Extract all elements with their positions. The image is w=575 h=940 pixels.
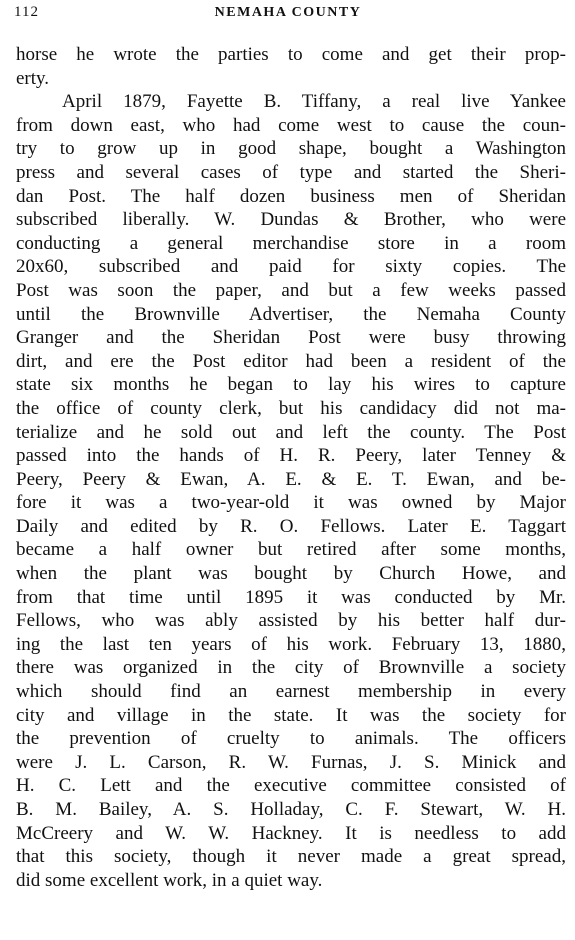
text-line: Fellows, who was ably assisted by his better half dur- [16,610,566,632]
text-line: did some excellent work, in a quiet way. [16,869,323,891]
text-line: when the plant was bought by Church Howe, and [16,563,566,585]
text-line: terialize and he sold out and left the county. The Post [16,421,566,443]
text-line: press and several cases of type and started the Sheri- [16,161,566,183]
text-line: ing the last ten years of his work. February 13, 1880, [16,633,566,655]
text-line: there was organized in the city of Brownville a society [16,657,566,679]
running-head: NEMAHA COUNTY [214,5,362,20]
text-line: from that time until 1895 it was conducted by Mr. [16,586,566,608]
text-line: dan Post. The half dozen business men of Sheridan [16,185,566,207]
text-line: the prevention of cruelty to animals. The officers [16,728,566,750]
text-line: erty. [16,67,50,89]
text-line: fore it was a two-year-old it was owned by Major [16,492,566,514]
text-line: conducting a general merchandise store in a room [16,232,566,254]
text-line: that this society, though it never made a great spread, [16,846,566,868]
text-line: Peery, Peery & Ewan, A. E. & E. T. Ewan, and be- [16,468,566,490]
text-line: try to grow up in good shape, bought a Washington [16,138,566,160]
page-header [14,4,562,26]
text-line: state six months he began to lay his wires to capture [16,374,566,396]
text-line: H. C. Lett and the executive committee consisted of [16,775,566,797]
text-line: subscribed liberally. W. Dundas & Brother, who were [16,209,566,231]
text-line: Granger and the Sheridan Post were busy throwing [16,327,566,349]
text-line: Post was soon the paper, and but a few weeks passed [16,279,566,301]
text-line: Daily and edited by R. O. Fellows. Later E. Taggart [16,515,566,537]
text-line: April 1879, Fayette B. Tiffany, a real live Yankee [62,91,566,113]
text-line: from down east, who had come west to cause the coun- [16,114,566,136]
text-line: the office of county clerk, but his candidacy did not ma- [16,397,566,419]
text-line: until the Brownville Advertiser, the Nemaha County [16,303,566,325]
page-number: 112 [14,4,39,20]
text-line: were J. L. Carson, R. W. Furnas, J. S. Minick and [16,751,566,773]
text-line: which should find an earnest membership in every [16,681,566,703]
text-line: B. M. Bailey, A. S. Holladay, C. F. Stewart, W. H. [16,799,566,820]
text-line: city and village in the state. It was the society for [16,704,566,726]
text-line: passed into the hands of H. R. Peery, later Tenney & [16,445,566,467]
text-line: McCreery and W. W. Hackney. It is needless to add [16,822,566,844]
body-text [16,43,566,892]
text-line: horse he wrote the parties to come and get their prop- [16,44,566,65]
text-line: 20x60, subscribed and paid for sixty copies. The [16,256,566,278]
text-line: became a half owner but retired after some months, [16,539,566,561]
text-line: dirt, and ere the Post editor had been a resident of the [16,350,566,372]
